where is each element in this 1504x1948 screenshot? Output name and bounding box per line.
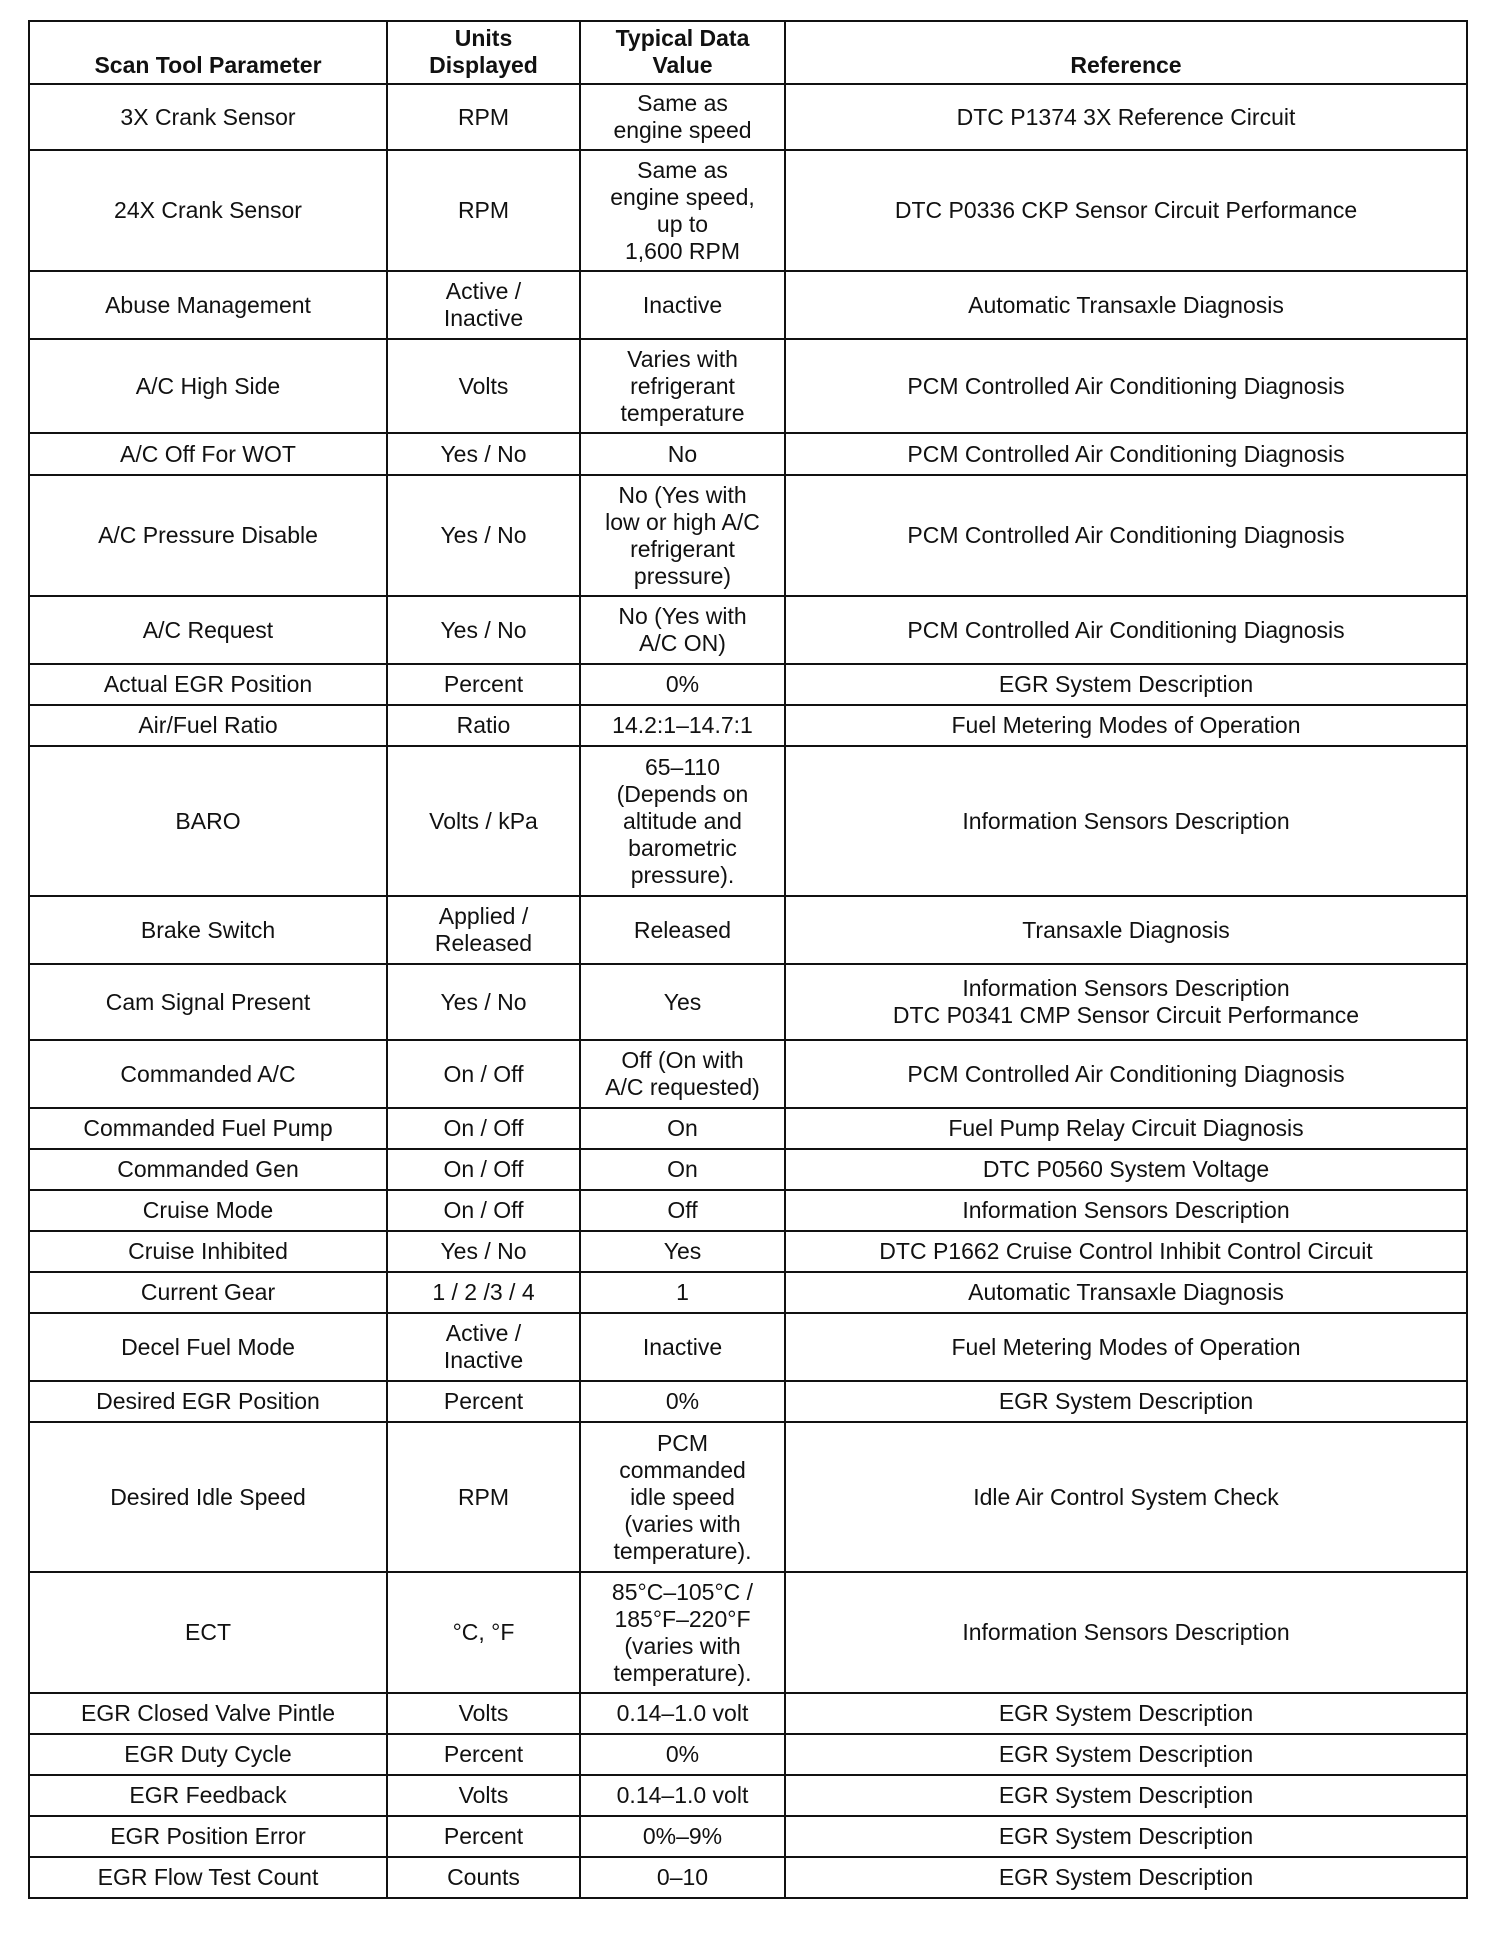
table-row	[29, 1734, 1467, 1775]
reference-cell: DTC P1662 Cruise Control Inhibit Control Circuit	[785, 1231, 1467, 1272]
parameter-cell: 3X Crank Sensor	[29, 84, 387, 150]
units-cell: Yes / No	[387, 596, 580, 664]
reference-cell: Fuel Metering Modes of Operation	[785, 705, 1467, 746]
units-cell: Volts	[387, 339, 580, 433]
units-cell: Yes / No	[387, 475, 580, 596]
table-row	[29, 475, 1467, 596]
table-row	[29, 84, 1467, 150]
units-cell: 1 / 2 /3 / 4	[387, 1272, 580, 1313]
reference-cell: EGR System Description	[785, 1734, 1467, 1775]
reference-cell: EGR System Description	[785, 1816, 1467, 1857]
reference-cell: DTC P1374 3X Reference Circuit	[785, 84, 1467, 150]
reference-cell: DTC P0336 CKP Sensor Circuit Performance	[785, 150, 1467, 271]
typical-value-cell: No (Yes with low or high A/C refrigerant pressure)	[580, 475, 785, 596]
parameter-cell: Brake Switch	[29, 896, 387, 964]
units-cell: °C, °F	[387, 1572, 580, 1693]
table-row	[29, 1693, 1467, 1734]
typical-value-cell: No (Yes with A/C ON)	[580, 596, 785, 664]
reference-cell: Idle Air Control System Check	[785, 1422, 1467, 1572]
units-cell: RPM	[387, 150, 580, 271]
typical-value-cell: Varies with refrigerant temperature	[580, 339, 785, 433]
parameter-cell: EGR Position Error	[29, 1816, 387, 1857]
typical-value-cell: Yes	[580, 1231, 785, 1272]
reference-cell: EGR System Description	[785, 1775, 1467, 1816]
table-row	[29, 1272, 1467, 1313]
typical-value-cell: Off (On with A/C requested)	[580, 1040, 785, 1108]
reference-cell: Transaxle Diagnosis	[785, 896, 1467, 964]
typical-value-cell: 85°C–105°C / 185°F–220°F (varies with temperature).	[580, 1572, 785, 1693]
reference-cell: EGR System Description	[785, 1857, 1467, 1898]
typical-value-cell: Released	[580, 896, 785, 964]
table-row	[29, 1572, 1467, 1693]
units-cell: Percent	[387, 1734, 580, 1775]
typical-value-cell: 14.2:1–14.7:1	[580, 705, 785, 746]
parameter-cell: EGR Flow Test Count	[29, 1857, 387, 1898]
parameter-cell: A/C Off For WOT	[29, 433, 387, 475]
units-cell: Yes / No	[387, 1231, 580, 1272]
typical-value-cell: 65–110 (Depends on altitude and barometric pressure).	[580, 746, 785, 896]
table-row	[29, 1857, 1467, 1898]
table-row	[29, 1040, 1467, 1108]
table-row	[29, 433, 1467, 475]
parameter-cell: Air/Fuel Ratio	[29, 705, 387, 746]
parameter-cell: Desired Idle Speed	[29, 1422, 387, 1572]
parameter-cell: A/C High Side	[29, 339, 387, 433]
typical-value-cell: 0%	[580, 664, 785, 705]
reference-cell: Information Sensors Description	[785, 1572, 1467, 1693]
reference-cell: DTC P0560 System Voltage	[785, 1149, 1467, 1190]
reference-cell: Information Sensors Description DTC P0341 CMP Sensor Circuit Performance	[785, 964, 1467, 1040]
table-row	[29, 1149, 1467, 1190]
table-body	[29, 84, 1467, 1898]
parameter-cell: BARO	[29, 746, 387, 896]
table-row	[29, 1190, 1467, 1231]
table-row	[29, 339, 1467, 433]
reference-cell: EGR System Description	[785, 664, 1467, 705]
typical-value-cell: On	[580, 1149, 785, 1190]
parameter-cell: A/C Request	[29, 596, 387, 664]
scan-tool-data-sheet	[28, 20, 1466, 1899]
typical-value-cell: Yes	[580, 964, 785, 1040]
table-row	[29, 1381, 1467, 1422]
units-cell: Ratio	[387, 705, 580, 746]
reference-cell: EGR System Description	[785, 1381, 1467, 1422]
units-cell: Active / Inactive	[387, 271, 580, 339]
reference-cell: Automatic Transaxle Diagnosis	[785, 1272, 1467, 1313]
typical-value-cell: On	[580, 1108, 785, 1149]
units-cell: Applied / Released	[387, 896, 580, 964]
units-cell: Counts	[387, 1857, 580, 1898]
parameter-cell: EGR Feedback	[29, 1775, 387, 1816]
units-cell: Yes / No	[387, 964, 580, 1040]
parameter-cell: Commanded Fuel Pump	[29, 1108, 387, 1149]
units-cell: Percent	[387, 664, 580, 705]
typical-value-cell: 0.14–1.0 volt	[580, 1693, 785, 1734]
table-row	[29, 1108, 1467, 1149]
parameter-cell: Cruise Mode	[29, 1190, 387, 1231]
table-row	[29, 705, 1467, 746]
units-cell: On / Off	[387, 1149, 580, 1190]
typical-value-cell: 0%	[580, 1734, 785, 1775]
units-cell: On / Off	[387, 1108, 580, 1149]
table-row	[29, 1422, 1467, 1572]
table-row	[29, 150, 1467, 271]
units-cell: RPM	[387, 1422, 580, 1572]
table-row	[29, 1313, 1467, 1381]
units-cell: Percent	[387, 1816, 580, 1857]
parameter-cell: Current Gear	[29, 1272, 387, 1313]
scan-tool-data-table	[28, 20, 1468, 1899]
typical-value-cell: Off	[580, 1190, 785, 1231]
units-cell: On / Off	[387, 1040, 580, 1108]
typical-value-cell: Inactive	[580, 271, 785, 339]
units-cell: RPM	[387, 84, 580, 150]
table-row	[29, 964, 1467, 1040]
units-cell: Volts	[387, 1693, 580, 1734]
table-row	[29, 271, 1467, 339]
table-row	[29, 1231, 1467, 1272]
typical-value-cell: No	[580, 433, 785, 475]
reference-cell: Fuel Pump Relay Circuit Diagnosis	[785, 1108, 1467, 1149]
parameter-cell: EGR Closed Valve Pintle	[29, 1693, 387, 1734]
table-row	[29, 1775, 1467, 1816]
typical-value-cell: PCM commanded idle speed (varies with temperature).	[580, 1422, 785, 1572]
reference-cell: Information Sensors Description	[785, 1190, 1467, 1231]
table-row	[29, 596, 1467, 664]
reference-cell: PCM Controlled Air Conditioning Diagnosis	[785, 1040, 1467, 1108]
parameter-cell: Cam Signal Present	[29, 964, 387, 1040]
header-units-displayed: Units Displayed	[387, 21, 580, 84]
units-cell: Yes / No	[387, 433, 580, 475]
typical-value-cell: 0–10	[580, 1857, 785, 1898]
units-cell: Active / Inactive	[387, 1313, 580, 1381]
table-row	[29, 896, 1467, 964]
table-header-row	[29, 21, 1467, 84]
typical-value-cell: 1	[580, 1272, 785, 1313]
reference-cell: PCM Controlled Air Conditioning Diagnosis	[785, 339, 1467, 433]
header-scan-tool-parameter: Scan Tool Parameter	[29, 21, 387, 84]
reference-cell: PCM Controlled Air Conditioning Diagnosis	[785, 475, 1467, 596]
table-row	[29, 1816, 1467, 1857]
typical-value-cell: Same as engine speed, up to 1,600 RPM	[580, 150, 785, 271]
header-reference: Reference	[785, 21, 1467, 84]
parameter-cell: Actual EGR Position	[29, 664, 387, 705]
table-row	[29, 746, 1467, 896]
parameter-cell: Desired EGR Position	[29, 1381, 387, 1422]
parameter-cell: Decel Fuel Mode	[29, 1313, 387, 1381]
reference-cell: Automatic Transaxle Diagnosis	[785, 271, 1467, 339]
parameter-cell: ECT	[29, 1572, 387, 1693]
parameter-cell: Abuse Management	[29, 271, 387, 339]
units-cell: On / Off	[387, 1190, 580, 1231]
units-cell: Percent	[387, 1381, 580, 1422]
parameter-cell: Commanded A/C	[29, 1040, 387, 1108]
reference-cell: EGR System Description	[785, 1693, 1467, 1734]
parameter-cell: EGR Duty Cycle	[29, 1734, 387, 1775]
typical-value-cell: 0%–9%	[580, 1816, 785, 1857]
units-cell: Volts / kPa	[387, 746, 580, 896]
parameter-cell: A/C Pressure Disable	[29, 475, 387, 596]
header-typical-data-value: Typical Data Value	[580, 21, 785, 84]
reference-cell: Information Sensors Description	[785, 746, 1467, 896]
table-row	[29, 664, 1467, 705]
reference-cell: PCM Controlled Air Conditioning Diagnosis	[785, 596, 1467, 664]
typical-value-cell: 0.14–1.0 volt	[580, 1775, 785, 1816]
typical-value-cell: Same as engine speed	[580, 84, 785, 150]
typical-value-cell: Inactive	[580, 1313, 785, 1381]
parameter-cell: Commanded Gen	[29, 1149, 387, 1190]
parameter-cell: 24X Crank Sensor	[29, 150, 387, 271]
typical-value-cell: 0%	[580, 1381, 785, 1422]
reference-cell: PCM Controlled Air Conditioning Diagnosis	[785, 433, 1467, 475]
reference-cell: Fuel Metering Modes of Operation	[785, 1313, 1467, 1381]
parameter-cell: Cruise Inhibited	[29, 1231, 387, 1272]
units-cell: Volts	[387, 1775, 580, 1816]
